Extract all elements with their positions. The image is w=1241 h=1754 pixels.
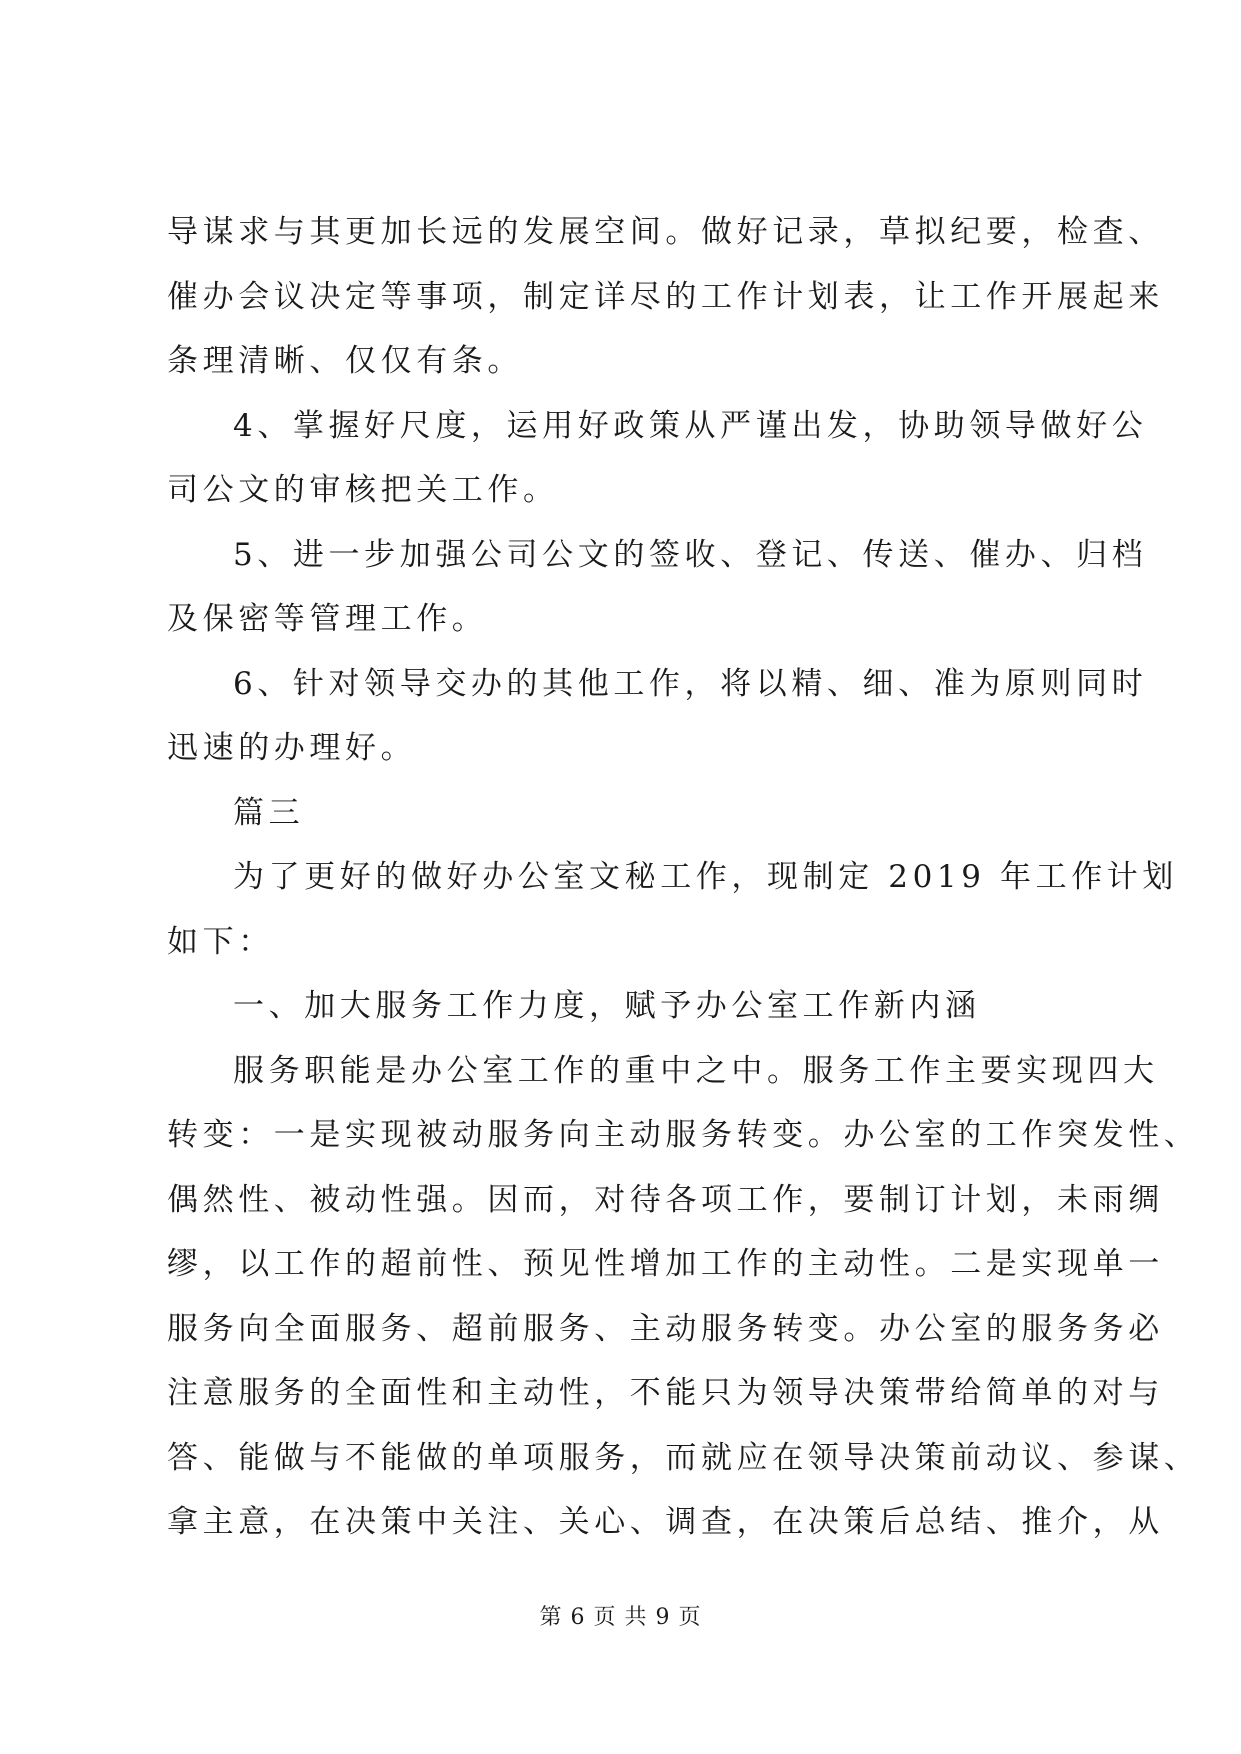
text-line: 5、进一步加强公司公文的签收、登记、传送、催办、归档 (233, 536, 1148, 573)
text-line: 司公文的审核把关工作。 (167, 472, 559, 508)
text-line: 迅速的办理好。 (167, 730, 417, 766)
text-line: 缪，以工作的超前性、预见性增加工作的主动性。二是实现单一 (167, 1246, 1164, 1282)
page-number-footer: 第 6 页 共 9 页 (539, 1605, 702, 1630)
text-line: 答、能做与不能做的单项服务，而就应在领导决策前动议、参谋、 (167, 1439, 1200, 1476)
text-line: 为了更好的做好办公室文秘工作，现制定 2019 年工作计划 (233, 859, 1178, 895)
text-line: 4、掌握好尺度，运用好政策从严谨出发，协助领导做好公 (233, 407, 1148, 444)
text-line: 服务职能是办公室工作的重中之中。服务工作主要实现四大 (233, 1052, 1159, 1089)
text-line: 注意服务的全面性和主动性，不能只为领导决策带给简单的对与 (167, 1375, 1164, 1411)
text-line: 偶然性、被动性强。因而，对待各项工作，要制订计划，未雨绸 (167, 1181, 1164, 1218)
text-line: 导谋求与其更加长远的发展空间。做好记录，草拟纪要，检查、 (167, 214, 1164, 250)
section-heading: 篇三 (233, 794, 305, 831)
text-line: 及保密等管理工作。 (167, 601, 488, 637)
text-line: 拿主意，在决策中关注、关心、调查，在决策后总结、推介，从 (167, 1504, 1164, 1540)
document-body (167, 200, 1200, 1555)
subsection-heading: 一、加大服务工作力度，赋予办公室工作新内涵 (233, 988, 981, 1024)
text-line: 服务向全面服务、超前服务、主动服务转变。办公室的服务务必 (167, 1310, 1164, 1347)
text-line: 条理清晰、仅仅有条。 (167, 343, 523, 379)
text-line: 6、针对领导交办的其他工作，将以精、细、准为原则同时 (233, 665, 1148, 702)
text-line: 催办会议决定等事项，制定详尽的工作计划表，让工作开展起来 (167, 278, 1164, 315)
text-line: 转变：一是实现被动服务向主动服务转变。办公室的工作突发性、 (167, 1117, 1200, 1153)
text-line: 如下： (167, 923, 274, 960)
